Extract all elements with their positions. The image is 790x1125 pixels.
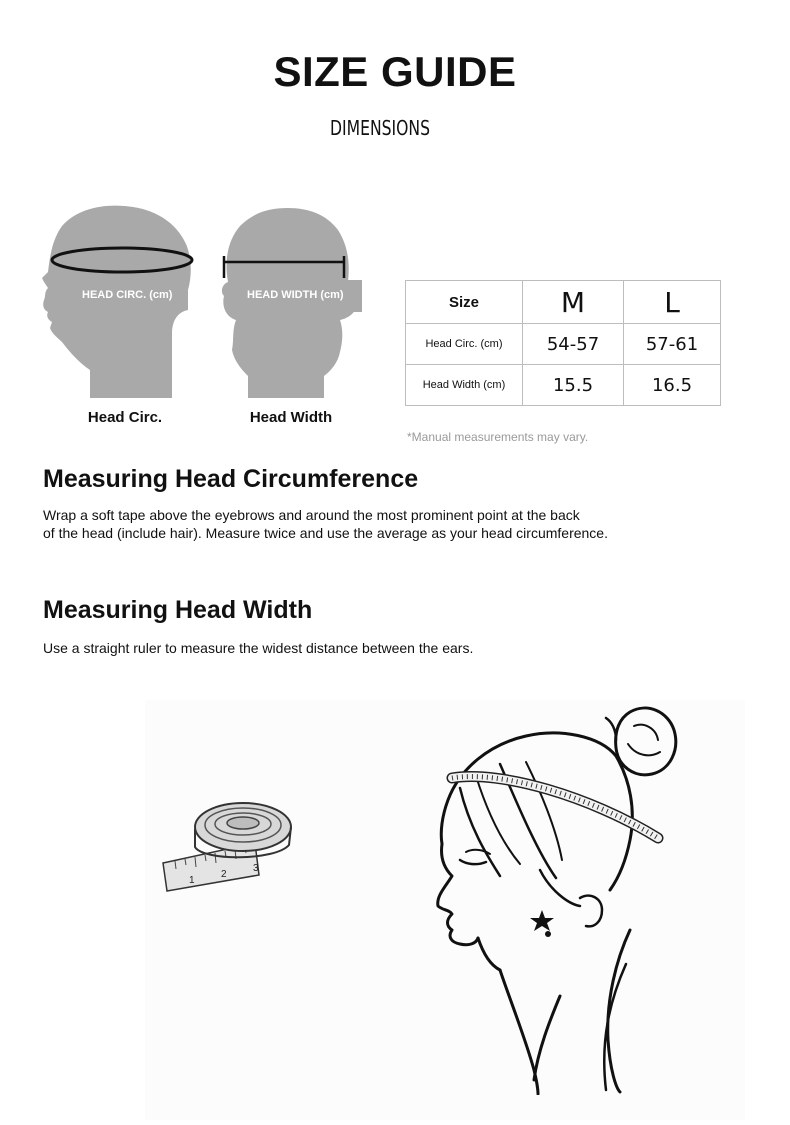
head-width-caption: Head Width [249,409,333,426]
text-line: Use a straight ruler to measure the widest distance between the ears. [43,640,474,656]
table-row [406,324,721,365]
section-text-circumference [43,506,743,542]
tape-measure-icon [155,795,295,895]
section-heading-circumference: Measuring Head Circumference [43,465,419,493]
tape-number-3: 3 [253,863,259,874]
woman-profile-illustration-icon [430,700,690,1095]
section-text-width [43,639,743,657]
size-l-header: L [624,281,721,324]
size-header-cell: Size [406,281,523,324]
section-heading-width: Measuring Head Width [43,596,313,624]
head-circ-m-value: 54-57 [523,324,624,365]
head-width-l-value: 16.5 [624,365,721,406]
table-row [406,365,721,406]
text-line: Wrap a soft tape above the eyebrows and around the most prominent point at the back [43,507,580,523]
row-label-head-circ: Head Circ. (cm) [406,324,523,365]
size-m-header: M [523,281,624,324]
head-circ-caption: Head Circ. [87,409,163,426]
text-line: of the head (include hair). Measure twice and use the average as your head circumference. [43,525,608,541]
size-table [405,280,721,406]
tape-number-2: 2 [221,869,227,880]
tape-number-1: 1 [189,875,195,886]
page-subtitle: DIMENSIONS [330,116,430,140]
table-header-row [406,281,721,324]
measurement-note: *Manual measurements may vary. [407,430,589,444]
head-circ-l-value: 57-61 [624,324,721,365]
head-width-m-value: 15.5 [523,365,624,406]
page-title: SIZE GUIDE [273,48,517,95]
head-width-tag: HEAD WIDTH (cm) [247,289,344,301]
row-label-head-width: Head Width (cm) [406,365,523,406]
head-circ-tag: HEAD CIRC. (cm) [82,289,173,301]
